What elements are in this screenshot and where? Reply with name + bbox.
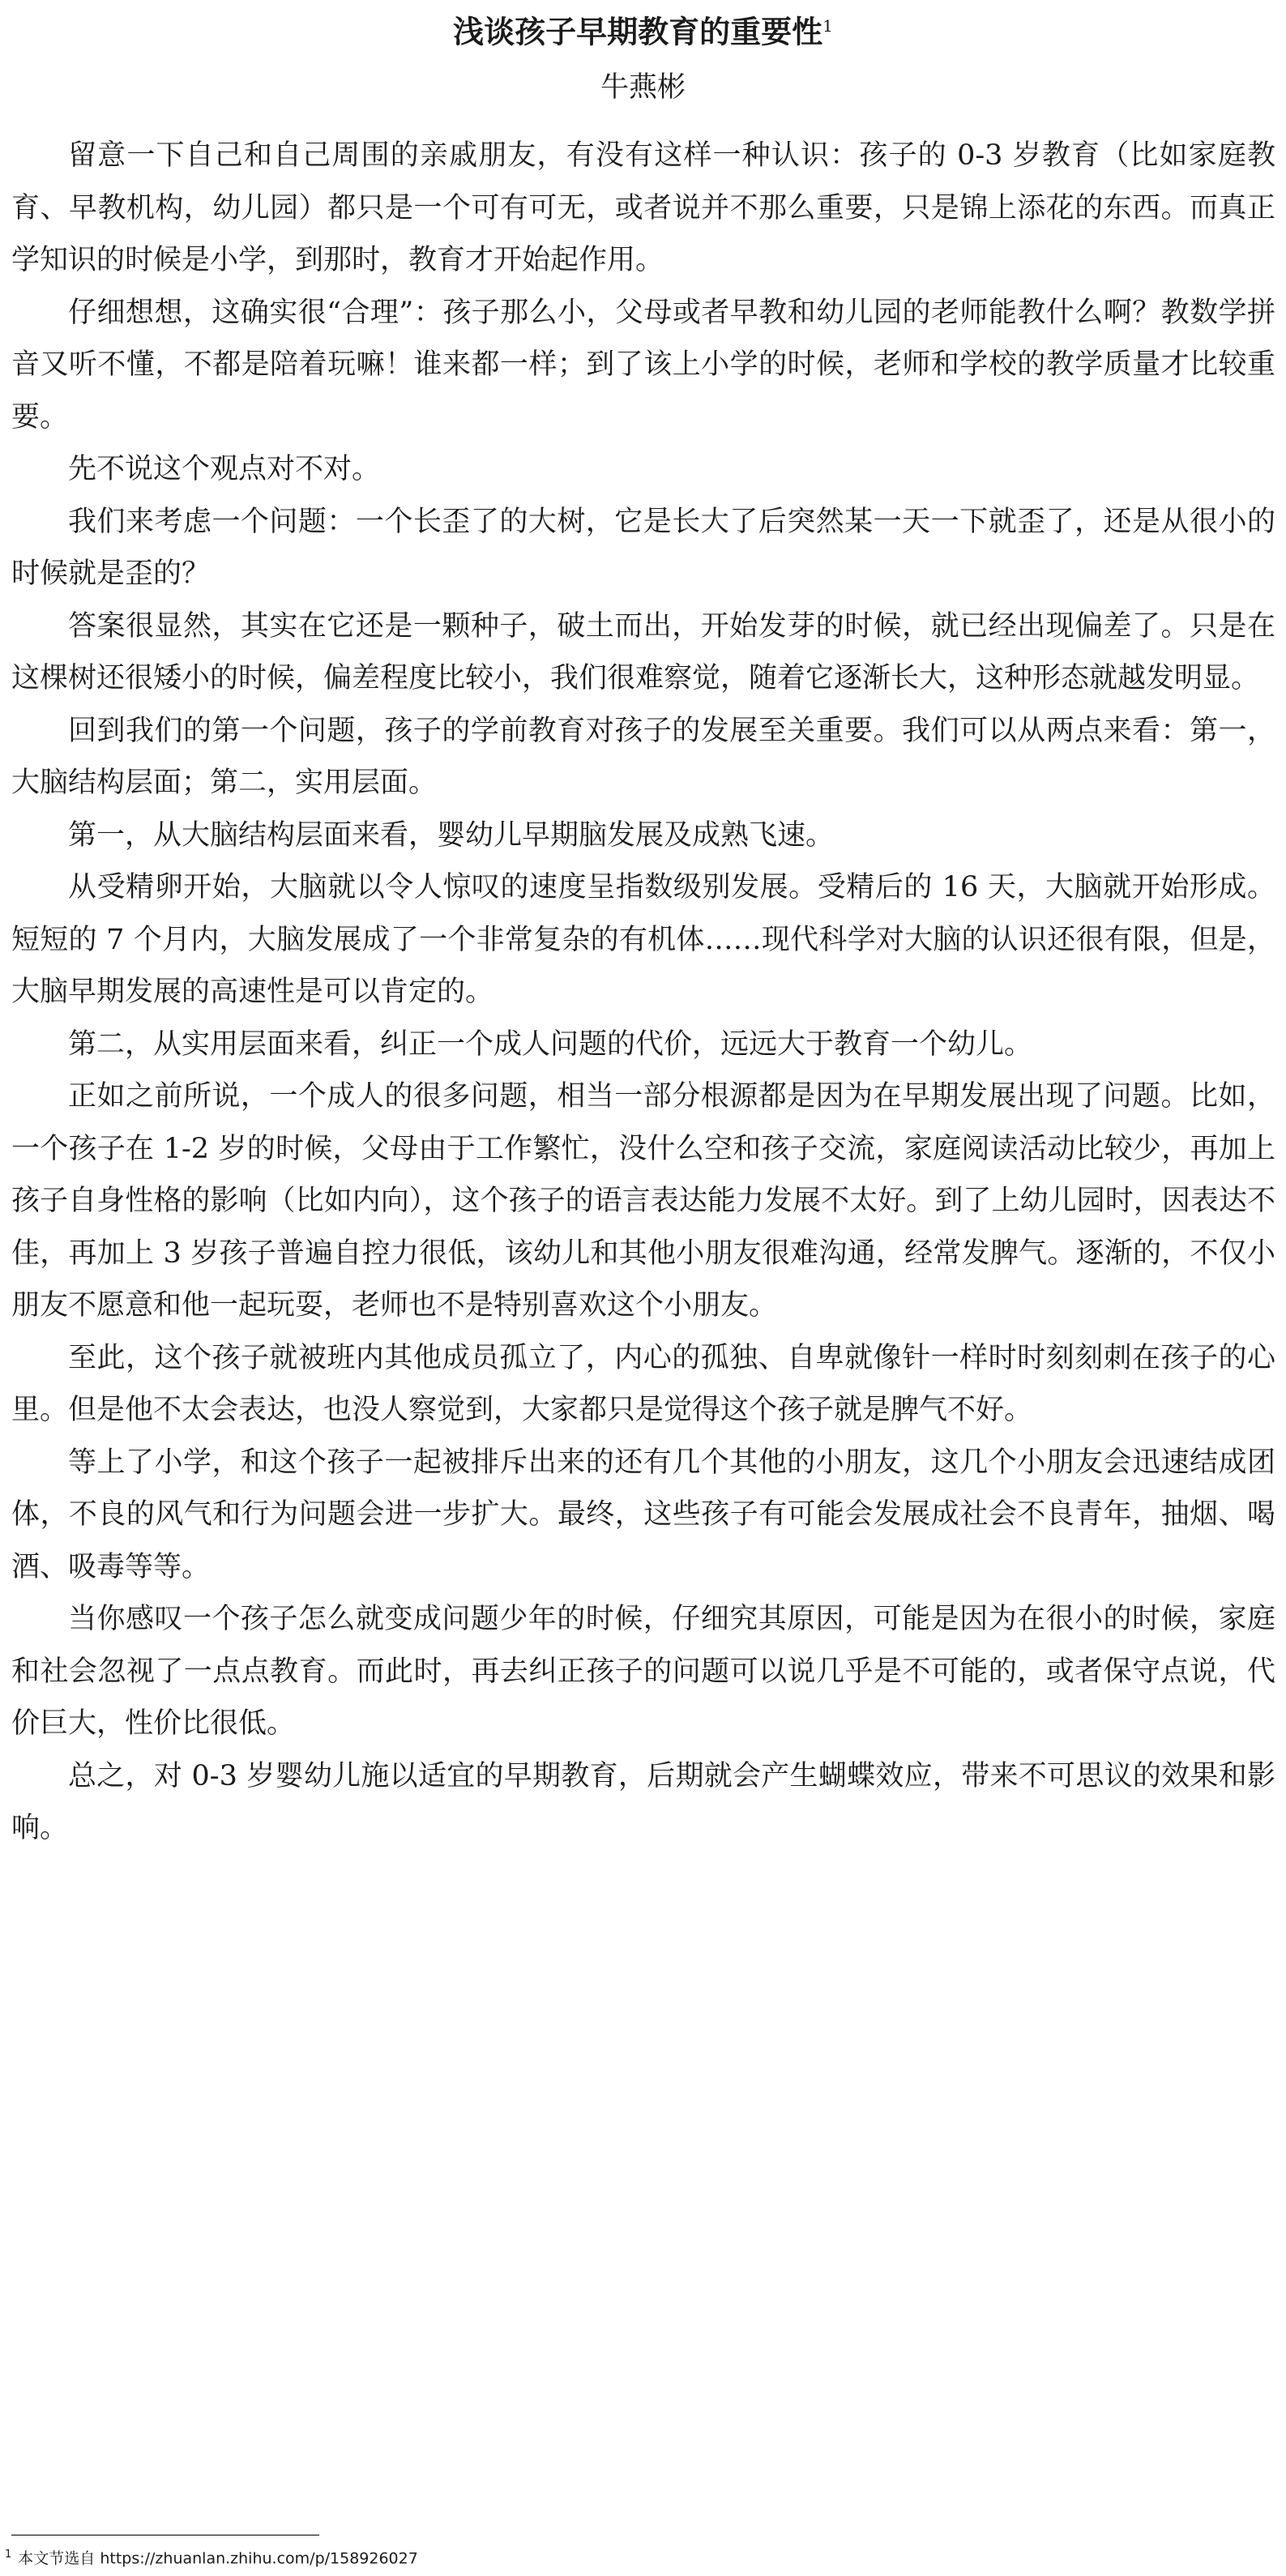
paragraph: 答案很显然，其实在它还是一颗种子，破土而出，开始发芽的时候，就已经出现偏差了。只是在这棵树还很矮小的时候，偏差程度比较小，我们很难察觉，随着它逐渐长大，这种形态就越发明显。 — [11, 609, 1275, 694]
paragraph: 等上了小学，和这个孩子一起被排斥出来的还有几个其他的小朋友，这几个小朋友会迅速结成团体，不良的风气和行为问题会进一步扩大。最终，这些孩子有可能会发展成社会不良青年，抽烟、喝酒、吸毒等等。 — [11, 1446, 1275, 1583]
paragraph: 回到我们的第一个问题，孩子的学前教育对孩子的发展至关重要。我们可以从两点来看：第一，大脑结构层面；第二，实用层面。 — [11, 714, 1275, 799]
paragraph: 先不说这个观点对不对。 — [68, 453, 381, 485]
document-title — [0, 2, 1286, 57]
paragraph: 至此，这个孩子就被班内其他成员孤立了，内心的孤独、自卑就像针一样时时刻刻刺在孩子的心里。但是他不太会表达，也没人察觉到，大家都只是觉得这个孩子就是脾气不好。 — [11, 1341, 1275, 1426]
paragraph: 第一，从大脑结构层面来看，婴幼儿早期脑发展及成熟飞速。 — [68, 818, 835, 852]
title-footnote-mark[interactable]: 1 — [822, 16, 833, 36]
title-text: 浅谈孩子早期教育的重要性 — [453, 13, 823, 50]
article-body — [11, 130, 1275, 1855]
paragraph: 我们来考虑一个问题：一个长歪了的大树，它是长大了后突然某一天一下就歪了，还是从很小的时候就是歪的？ — [11, 505, 1275, 590]
paragraph: 当你感叹一个孩子怎么就变成问题少年的时候，仔细究其原因，可能是因为在很小的时候，家庭和社会忽视了一点点教育。而此时，再去纠正孩子的问题可以说几乎是不可能的，或者保守点说，代价巨大，性价比很低。 — [11, 1603, 1275, 1740]
paragraph: 第二，从实用层面来看，纠正一个成人问题的代价，远远大于教育一个幼儿。 — [68, 1027, 1033, 1061]
paragraph: 正如之前所说，一个成人的很多问题，相当一部分根源都是因为在早期发展出现了问题。比如，一个孩子在 1-2 岁的时候，父母由于工作繁忙，没什么空和孩子交流，家庭阅读活动比较少，再加上孩子自身性格的影响（比如内向），这个孩子的语言表达能力发展不太好。到了上幼儿园时，因表达不佳，再加上 3 岁孩子普遍自控力很低，该幼儿和其他小朋友很难沟通，经常发脾气。逐渐的，不仅小朋友不愿意和他一起玩耍，老师也不是特别喜欢这个小朋友。 — [11, 1080, 1275, 1322]
paragraph: 从受精卵开始，大脑就以令人惊叹的速度呈指数级别发展。受精后的 16 天，大脑就开始形成。短短的 7 个月内，大脑发展成了一个非常复杂的有机体……现代科学对大脑的认识还很有限，但是，大脑早期发展的高速性是可以肯定的。 — [11, 871, 1275, 1008]
paragraph: 留意一下自己和自己周围的亲戚朋友，有没有这样一种认识：孩子的 0-3 岁教育（比如家庭教育、早教机构，幼儿园）都只是一个可有可无，或者说并不那么重要，只是锦上添花的东西。而真正学知识的时候是小学，到那时，教育才开始起作用。 — [11, 139, 1275, 276]
paragraph: 仔细想想，这确实很“合理”：孩子那么小，父母或者早教和幼儿园的老师能教什么啊？教数学拼音又听不懂，不都是陪着玩嘛！谁来都一样；到了该上小学的时候，老师和学校的教学质量才比较重要。 — [11, 296, 1275, 434]
author-name: 牛燕彬 — [600, 71, 686, 104]
footnote — [5, 2544, 418, 2569]
paragraph: 总之，对 0-3 岁婴幼儿施以适宜的早期教育，后期就会产生蝴蝶效应，带来不可思议的效果和影响。 — [11, 1759, 1275, 1844]
footnote-mark: 1 — [5, 2548, 12, 2561]
footnote-text[interactable]: 本文节选自 https://zhuanlan.zhihu.com/p/158926027 — [18, 2549, 418, 2568]
